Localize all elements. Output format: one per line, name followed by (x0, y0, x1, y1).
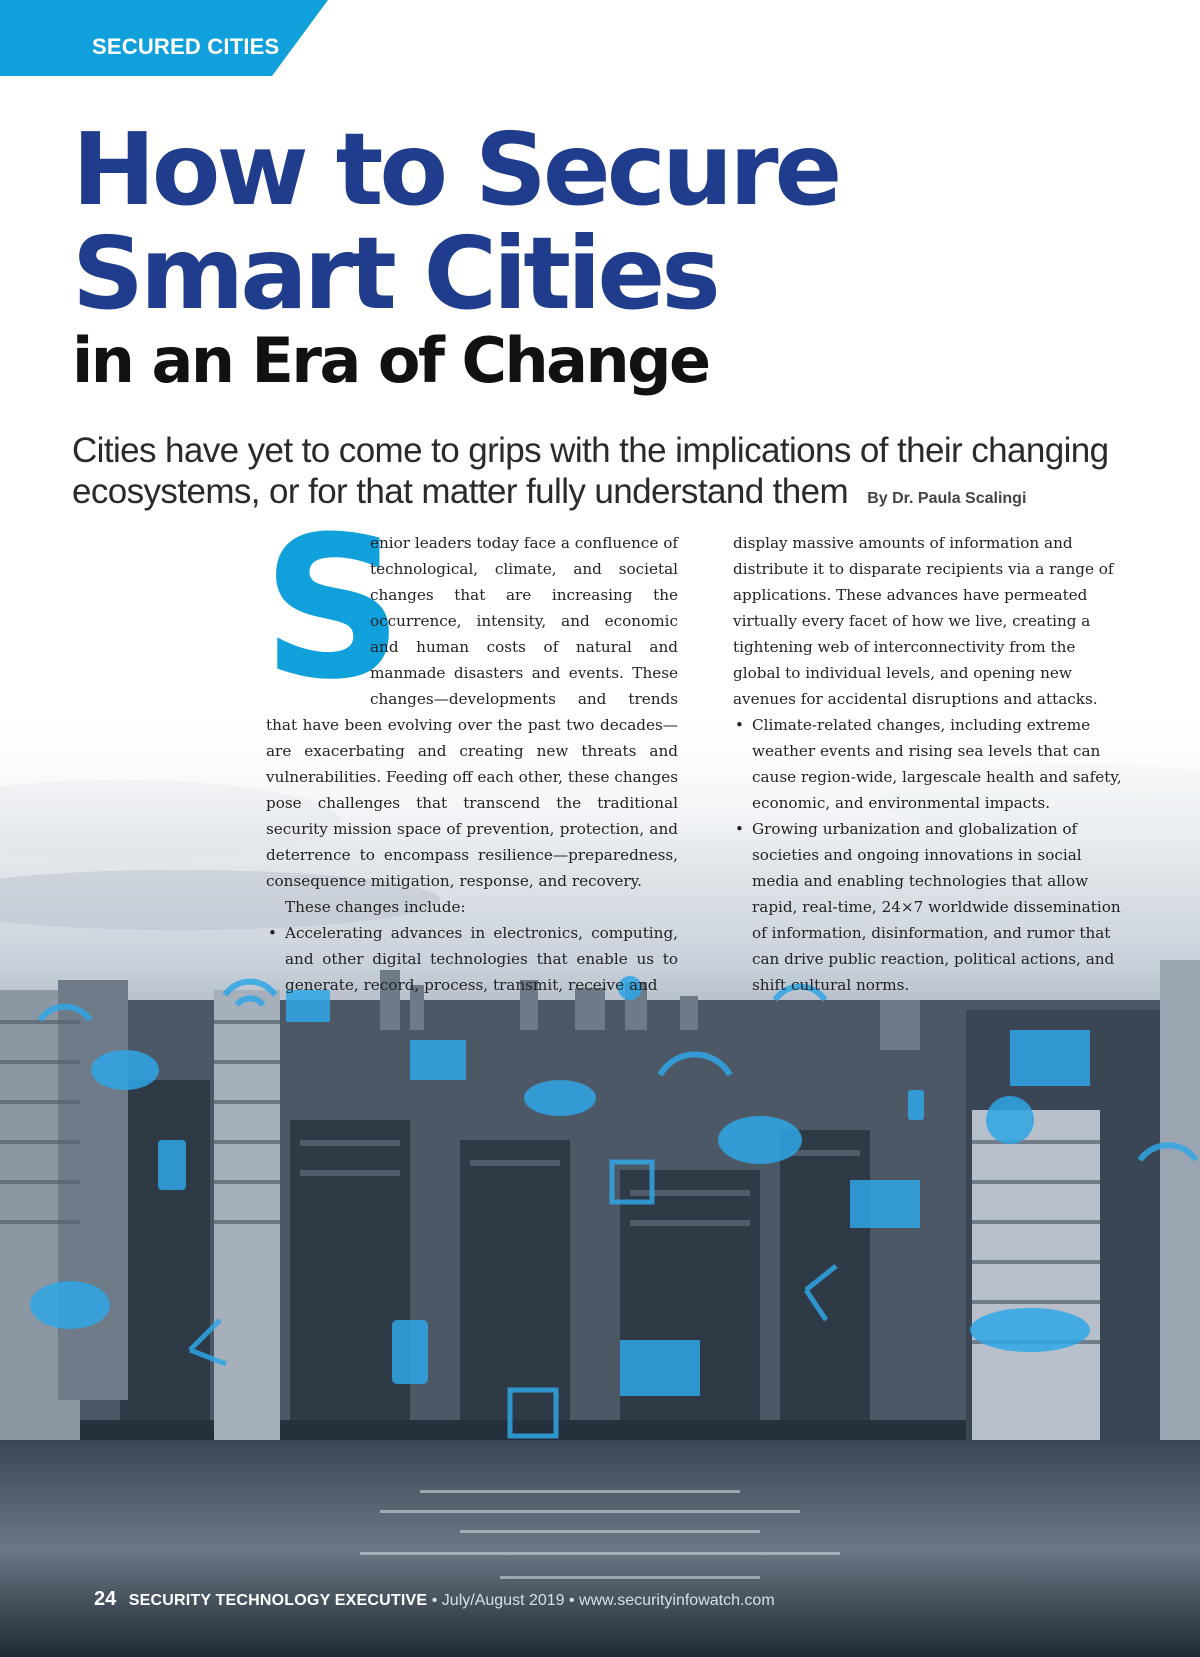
issue-and-url: • July/August 2019 • www.securityinfowatch.com (431, 1592, 775, 1609)
body-paragraph-2: These changes include: (285, 898, 466, 916)
headline-line-2: Smart Cities (72, 215, 717, 332)
article-subheadline: in an Era of Change (72, 324, 709, 397)
page-number: 24 (94, 1588, 117, 1610)
bullet-1-text: Accelerating advances in electronics, computing, and other digital technologies that enable us to generate, record, process, transmit, receive and (285, 924, 678, 994)
section-label: SECURED CITIES (92, 34, 280, 59)
list-item (266, 920, 678, 998)
body-paragraph-1: enior leaders today face a confluence of technological, climate, and societal changes that are increasing the occurrence, intensity, and economic and human costs of natural and manmade disasters and events. These changes—developments and trends that have been evolving over the past two decades—are exacerbating and creating new threats and vulnerabilities. Feeding off each other, these changes pose challenges that transcend the traditional security mission space of prevention, protection, and deterrence to encompass resilience—preparedness, consequence mitigation, response, and recovery. (266, 534, 678, 890)
changes-list (266, 920, 678, 998)
body-column-1 (262, 495, 678, 998)
bullet-1-continued: display massive amounts of information and distribute it to disparate recipients via a range of applications. These advances have permeated virtually every facet of how we live, creating a tightening web of interconnectivity from the global to individual levels, and opening new avenues for accidental disruptions and attacks. (733, 534, 1114, 708)
section-tag (0, 0, 328, 76)
page-footer (94, 1588, 775, 1611)
changes-list-continued (733, 712, 1125, 998)
bullet-3-text: Growing urbanization and globalization of societies and ongoing innovations in social media and enabling technologies that allow rapid, real-time, 24×7 worldwide dissemination of information, disinformation, and rumor that can drive public reaction, political actions, and shift cultural norms. (752, 820, 1121, 994)
deck-text: Cities have yet to come to grips with the implications of their changing ecosystems, or for that matter fully understand them (72, 431, 1109, 511)
byline: By Dr. Paula Scalingi (867, 490, 1027, 507)
magazine-name: SECURITY TECHNOLOGY EXECUTIVE (128, 1592, 428, 1609)
bullet-2-text: Climate-related changes, including extreme weather events and rising sea levels that can cause region-wide, largescale health and safety, economic, and environmental impacts. (752, 716, 1122, 812)
article-headline (72, 111, 1132, 332)
body-column-2 (733, 530, 1125, 998)
list-item (733, 816, 1125, 998)
drop-cap: S (262, 495, 396, 723)
article-deck (72, 430, 1172, 519)
headline-line-1: How to Secure (72, 111, 839, 228)
list-item (733, 712, 1125, 816)
